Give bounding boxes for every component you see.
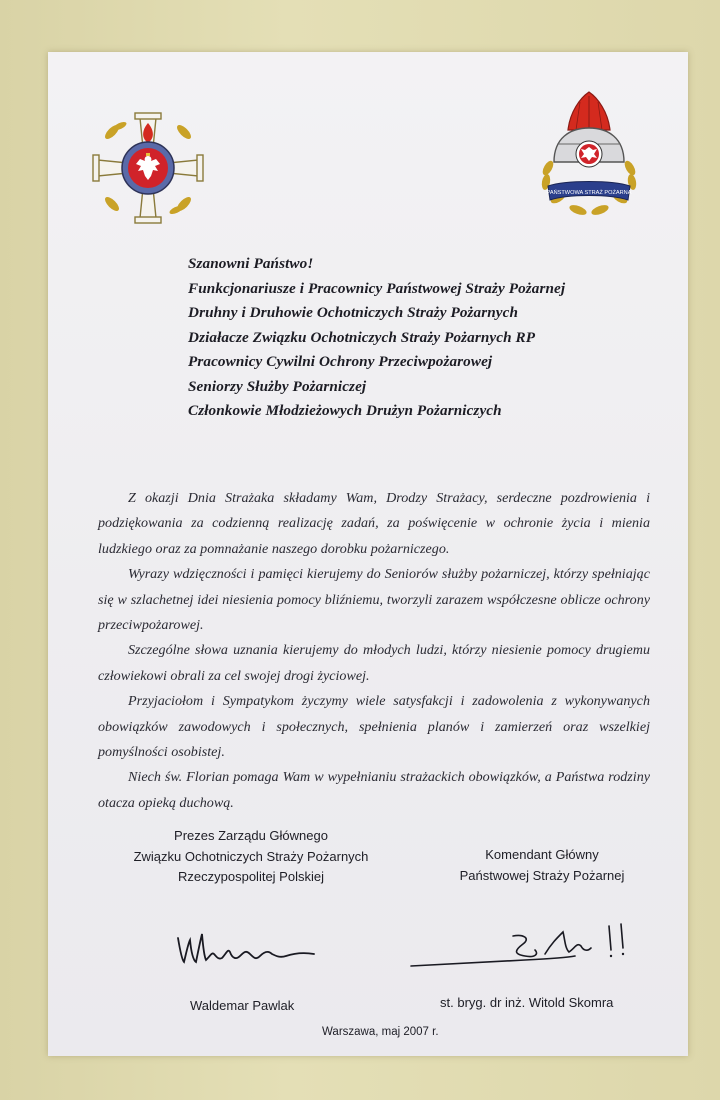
addressee-line: Seniorzy Służby Pożarniczej (188, 377, 367, 395)
title-line: Prezes Zarządu Głównego (174, 828, 328, 843)
title-line: Państwowej Straży Pożarnej (459, 867, 625, 883)
greeting: Szanowni Państwo! (188, 255, 314, 272)
title-line: Komendant Główny (485, 847, 599, 862)
signatory-right-title (420, 845, 664, 886)
addressee-line: Członkowie Młodzieżowych Drużyn Pożarniczych (188, 402, 502, 419)
signature-right (405, 918, 637, 974)
body-paragraph: Niech św. Florian pomaga Wam w wypełnianiu strażackich obowiązków, a Państwa rodziny otacza opieką duchową. (98, 769, 650, 811)
body-paragraph: Przyjaciołom i Sympatykom życzymy wiele satysfakcji i zadowolenia z wykonywanych obowiązków zawodowych i społecznych, spełnienia planów i zamierzeń oraz wszelkiej pomyślności osobistej. (98, 693, 650, 761)
title-line: Związku Ochotniczych Straży Pożarnych (133, 848, 369, 864)
signature-left (172, 926, 322, 972)
body-paragraph: Szczególne słowa uznania kierujemy do młodych ludzi, którzy niesienie pomocy drugiemu człowiekowi obrali za cel swojej drogi życiowej. (98, 642, 650, 684)
body-paragraph: Z okazji Dnia Strażaka składamy Wam, Drodzy Strażacy, serdeczne pozdrowienia i podziękowania za codzienną realizację zadań, za poświęcenie w ochronie życia i mienia ludzkiego oraz za pomnażanie naszego dorobku pożarniczego. (98, 490, 650, 557)
signatory-right-name: st. bryg. dr inż. Witold Skomra (440, 995, 614, 1010)
osp-cross-emblem-icon (88, 106, 208, 228)
addressee-line: Działacze Związku Ochotniczych Straży Pożarnych RP (188, 328, 536, 346)
letter-body (98, 486, 650, 816)
addressee-line: Funkcjonariusze i Pracownicy Państwowej Straży Pożarnej (188, 279, 566, 297)
psp-helmet-emblem-icon (536, 88, 642, 222)
place-and-date: Warszawa, maj 2007 r. (322, 1026, 439, 1038)
title-line: Rzeczypospolitej Polskiej (178, 869, 324, 884)
psp-band-text: PAŃSTWOWA STRAŻ POŻARNA (546, 190, 632, 196)
addressee-block (188, 252, 658, 424)
signatory-left-name: Waldemar Pawlak (190, 998, 295, 1013)
signatory-left-title (92, 826, 410, 888)
body-paragraph: Wyrazy wdzięczności i pamięci kierujemy do Seniorów służby pożarniczej, którzy spełniając się w szlachetnej idei niesienia pomocy bliźniemu, tworzyli zarazem współczesne oblicze ochrony przeciwpożarowej. (98, 566, 650, 634)
addressee-line: Druhny i Druhowie Ochotniczych Straży Pożarnych (188, 304, 519, 321)
addressee-line: Pracownicy Cywilni Ochrony Przeciwpożarowej (188, 353, 493, 370)
